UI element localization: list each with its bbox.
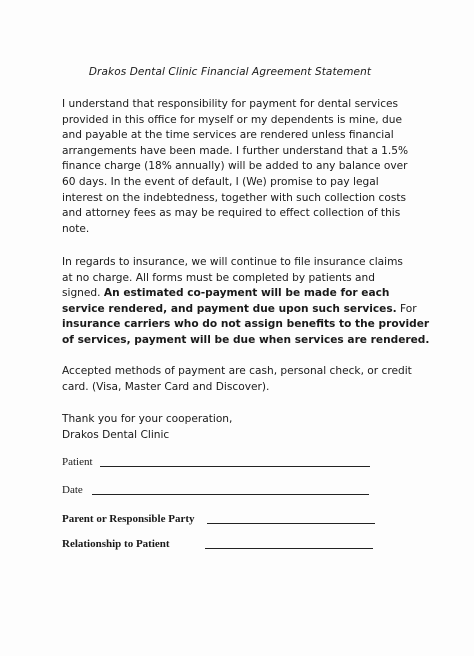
paragraph-bold-line: insurance carriers who do not assign benefits to the provider <box>62 318 430 331</box>
date-field <box>62 484 83 496</box>
parent-field <box>62 513 195 525</box>
paragraph-line <box>62 302 422 318</box>
paragraph-line: at no charge. All forms must be completed by patients and <box>62 271 375 284</box>
document-title: Drakos Dental Clinic Financial Agreement Statement <box>88 66 372 78</box>
insurance-paragraph <box>62 255 430 349</box>
responsibility-paragraph <box>62 97 422 237</box>
paragraph-line: and attorney fees as may be required to effect collection of this <box>62 207 401 220</box>
patient-field <box>62 456 93 468</box>
parent-label: Parent or Responsible Party <box>62 513 195 525</box>
paragraph-line: interest on the indebtedness, together with such collection costs <box>62 191 407 204</box>
paragraph-line: finance charge (18% annually) will be added to any balance over <box>62 160 408 173</box>
paragraph-line: arrangements have been made. I further understand that a 1.5% <box>62 144 409 157</box>
closing-signature: Drakos Dental Clinic <box>62 428 170 441</box>
date-label: Date <box>62 484 83 496</box>
paragraph-bold-text: An estimated co-payment will be made for each <box>103 287 390 300</box>
payment-methods-paragraph <box>62 364 422 395</box>
relationship-field <box>62 538 170 550</box>
paragraph-line: provided in this office for myself or my dependents is mine, due <box>62 113 403 126</box>
paragraph-text: For <box>396 302 417 315</box>
paragraph-line: card. (Visa, Master Card and Discover). <box>62 380 270 393</box>
relationship-blank-line[interactable] <box>205 548 373 549</box>
paragraph-bold-text: service rendered, and payment due upon such services. <box>62 302 397 315</box>
paragraph-bold-line: of services, payment will be due when services are rendered. <box>62 333 430 346</box>
paragraph-line: note. <box>62 222 90 235</box>
paragraph-line: and payable at the time services are rendered unless financial <box>62 129 394 142</box>
closing-block <box>62 412 422 443</box>
parent-blank-line[interactable] <box>207 523 375 524</box>
relationship-label: Relationship to Patient <box>62 538 170 550</box>
paragraph-line: Accepted methods of payment are cash, personal check, or credit <box>62 365 412 377</box>
paragraph-line <box>62 286 422 302</box>
patient-blank-line[interactable] <box>100 466 370 467</box>
closing-line: Thank you for your cooperation, <box>62 413 233 425</box>
paragraph-line: 60 days. In the event of default, I (We) promise to pay legal <box>62 175 379 188</box>
paragraph-line: In regards to insurance, we will continue to file insurance claims <box>62 256 403 268</box>
paragraph-text: signed. <box>62 287 104 300</box>
patient-label: Patient <box>62 456 93 468</box>
paragraph-line: I understand that responsibility for payment for dental services <box>62 98 399 110</box>
date-blank-line[interactable] <box>92 494 369 495</box>
